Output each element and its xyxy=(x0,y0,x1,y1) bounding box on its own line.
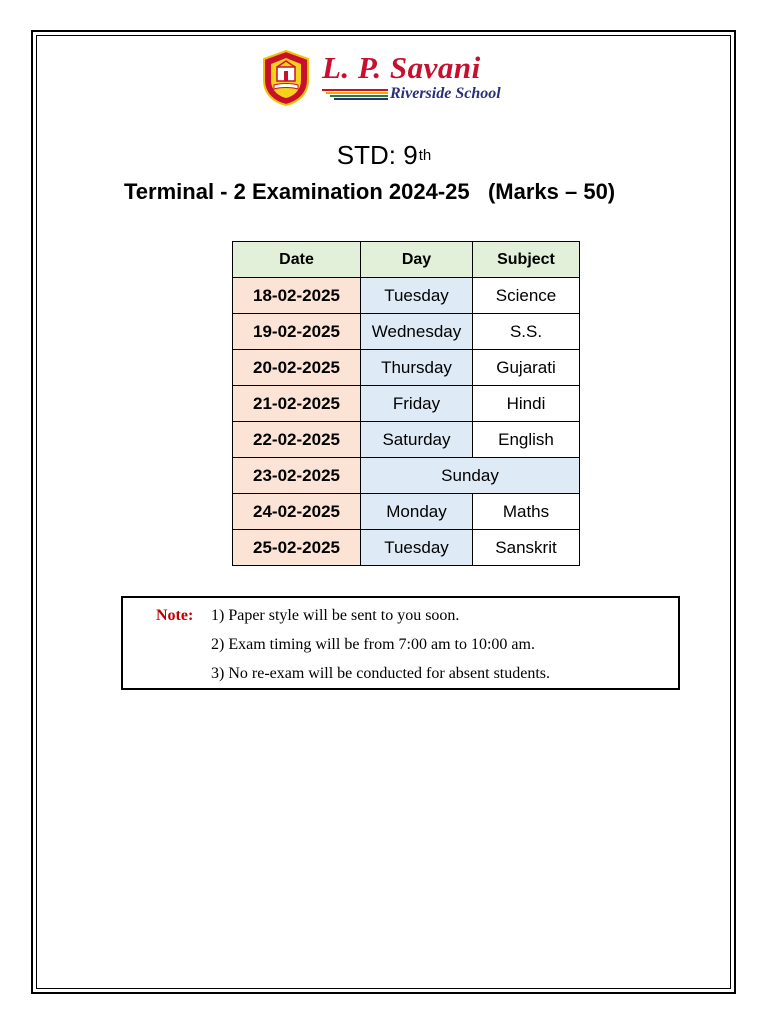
day-cell: Wednesday xyxy=(361,314,473,350)
table-row xyxy=(233,350,580,386)
notes-box xyxy=(121,596,680,690)
date-cell: 19-02-2025 xyxy=(233,314,361,350)
day-cell: Tuesday xyxy=(361,278,473,314)
note-item: 1) Paper style will be sent to you soon. xyxy=(211,607,460,624)
note-label: Note: xyxy=(156,607,194,624)
table-row xyxy=(233,386,580,422)
header-day: Day xyxy=(361,242,473,278)
date-cell: 25-02-2025 xyxy=(233,530,361,566)
day-cell: Tuesday xyxy=(361,530,473,566)
exam-schedule-table xyxy=(232,241,580,566)
day-cell: Thursday xyxy=(361,350,473,386)
table-row xyxy=(233,314,580,350)
subject-cell: Sanskrit xyxy=(473,530,580,566)
date-cell: 24-02-2025 xyxy=(233,494,361,530)
table-row xyxy=(233,422,580,458)
table-row xyxy=(233,278,580,314)
subject-cell: Science xyxy=(473,278,580,314)
school-logo xyxy=(262,50,532,108)
header-subject: Subject xyxy=(473,242,580,278)
date-cell: 20-02-2025 xyxy=(233,350,361,386)
exam-title: Terminal - 2 Examination 2024-25 (Marks – 50) xyxy=(124,179,616,204)
day-cell: Monday xyxy=(361,494,473,530)
day-cell: Friday xyxy=(361,386,473,422)
date-cell: 23-02-2025 xyxy=(233,458,361,494)
table-row xyxy=(233,530,580,566)
table-row xyxy=(233,494,580,530)
date-cell: 21-02-2025 xyxy=(233,386,361,422)
day-cell: Saturday xyxy=(361,422,473,458)
school-crest-icon xyxy=(262,50,310,106)
standard-label: STD: 9 xyxy=(336,140,418,170)
logo-stripes xyxy=(322,88,388,102)
school-subtitle: Riverside School xyxy=(390,85,501,102)
table-row-holiday xyxy=(233,458,580,494)
subject-cell: S.S. xyxy=(473,314,580,350)
table-header-row xyxy=(233,242,580,278)
standard-suffix: th xyxy=(418,147,432,164)
date-cell: 18-02-2025 xyxy=(233,278,361,314)
school-name: L. P. Savani xyxy=(322,50,481,85)
standard-heading xyxy=(0,140,768,171)
header-date: Date xyxy=(233,242,361,278)
note-item: 3) No re-exam will be conducted for absent students. xyxy=(211,665,551,682)
note-item: 2) Exam timing will be from 7:00 am to 10:00 am. xyxy=(211,636,535,653)
date-cell: 22-02-2025 xyxy=(233,422,361,458)
subject-cell: Gujarati xyxy=(473,350,580,386)
subject-cell: English xyxy=(473,422,580,458)
subject-cell: Maths xyxy=(473,494,580,530)
holiday-cell: Sunday xyxy=(361,458,580,494)
subject-cell: Hindi xyxy=(473,386,580,422)
